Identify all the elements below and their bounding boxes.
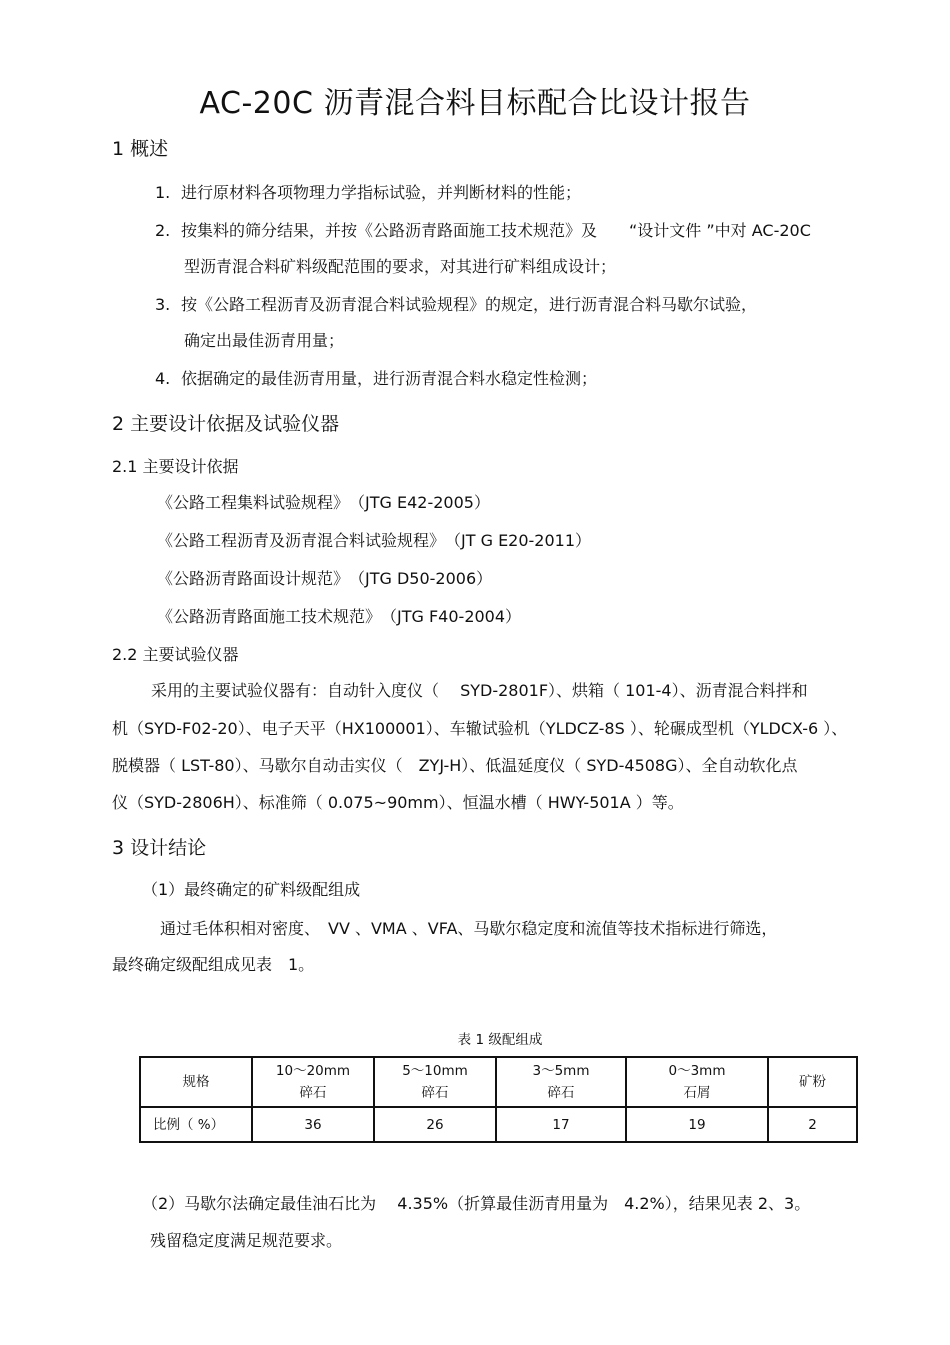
header-name: 碎石 — [421, 1085, 449, 1101]
item-number: 3. — [155, 295, 171, 314]
header-cell — [252, 1057, 374, 1107]
item-text: 进行原材料各项物理力学指标试验，并判断材料的性能； — [181, 183, 582, 202]
gradation-table — [139, 1056, 858, 1143]
instruments-line-3: 脱模器（ LST-80）、马歇尔自动击实仪（ ZYJ-H）、低温延度仪（ SYD-4508G）、全自动软化点 — [112, 756, 798, 775]
overview-item-4 — [155, 366, 597, 389]
reference-4: 《公路沥青路面施工技术规范》 （JTG F40-2004） — [157, 607, 522, 626]
item-number: 4. — [155, 369, 171, 388]
header-cell — [626, 1057, 768, 1107]
reference-1: 《公路工程集料试验规程》 （JTG E42-2005） — [157, 493, 490, 512]
item-text: 按集料的筛分结果，并按《公路沥青路面施工技术规范》及 “设计文件 ”中对 AC-20C — [181, 221, 811, 240]
reference-2: 《公路工程沥青及沥青混合料试验规程》 （JT G E20-2011） — [157, 531, 592, 550]
conclusion-paragraph-line-2: 最终确定级配组成见表 1。 — [112, 955, 315, 974]
row-label-cell: 比例（ %） — [140, 1107, 252, 1142]
value-cell: 36 — [252, 1107, 374, 1142]
table-row — [140, 1107, 857, 1142]
header-cell — [496, 1057, 626, 1107]
value-cell: 19 — [626, 1107, 768, 1142]
overview-item-2-cont: 型沥青混合料矿料级配范围的要求，对其进行矿料组成设计； — [184, 257, 617, 276]
header-name: 矿粉 — [799, 1074, 826, 1090]
section1-heading: 1 概述 — [112, 138, 169, 160]
header-cell — [374, 1057, 496, 1107]
instruments-line-4: 仪（SYD-2806H）、标准筛（ 0.075~90mm）、恒温水槽（ HWY-501A ）等。 — [112, 793, 684, 812]
instruments-line-2: 机（SYD-F02-20）、电子天平（HX100001）、车辙试验机（YLDCZ-8S ）、轮碾成型机（YLDCX-6 ）、 — [112, 719, 848, 738]
section3-heading: 3 设计结论 — [112, 837, 207, 859]
section3-1-heading: （1）最终确定的矿料级配组成 — [142, 880, 361, 899]
header-size: 10～20mm — [275, 1063, 351, 1079]
header-name: 石屑 — [683, 1085, 711, 1101]
overview-item-2 — [155, 218, 811, 241]
value-cell: 26 — [374, 1107, 496, 1142]
overview-item-3 — [155, 292, 757, 315]
instruments-line-1: 采用的主要试验仪器有：自动针入度仪（ SYD-2801F）、烘箱（ 101-4）、沥青混合料拌和 — [151, 681, 808, 700]
item-number: 1. — [155, 183, 171, 202]
header-size: 0～3mm — [668, 1063, 726, 1079]
marshall-paragraph-line-2: 残留稳定度满足规范要求。 — [150, 1231, 343, 1250]
reference-3: 《公路沥青路面设计规范》 （JTG D50-2006） — [157, 569, 493, 588]
header-size: 5～10mm — [402, 1063, 468, 1079]
header-cell — [768, 1057, 857, 1107]
conclusion-paragraph-line-1: 通过毛体积相对密度、 VV 、VMA 、VFA、马歇尔稳定度和流值等技术指标进行筛选， — [160, 919, 778, 938]
value-cell: 2 — [768, 1107, 857, 1142]
section2-heading: 2 主要设计依据及试验仪器 — [112, 413, 340, 435]
table-caption: 表 1 级配组成 — [457, 1032, 543, 1048]
item-text: 依据确定的最佳沥青用量，进行沥青混合料水稳定性检测； — [181, 369, 598, 388]
table-header-row — [140, 1057, 857, 1107]
section2-1-heading: 2.1 主要设计依据 — [112, 457, 239, 476]
overview-item-1 — [155, 180, 581, 203]
header-name: 碎石 — [299, 1085, 327, 1101]
document-title: AC-20C 沥青混合料目标配合比设计报告 — [199, 86, 751, 121]
section2-2-heading: 2.2 主要试验仪器 — [112, 645, 239, 664]
item-text: 按《公路工程沥青及沥青混合料试验规程》的规定，进行沥青混合料马歇尔试验， — [181, 295, 758, 314]
value-cell: 17 — [496, 1107, 626, 1142]
header-label-cell: 规格 — [140, 1057, 252, 1107]
overview-item-3-cont: 确定出最佳沥青用量； — [184, 331, 345, 350]
item-number: 2. — [155, 221, 171, 240]
marshall-paragraph-line-1: （2）马歇尔法确定最佳油石比为 4.35%（折算最佳沥青用量为 4.2%），结果见表 2、3。 — [142, 1194, 811, 1213]
header-size: 3～5mm — [532, 1063, 590, 1079]
header-name: 碎石 — [547, 1085, 575, 1101]
